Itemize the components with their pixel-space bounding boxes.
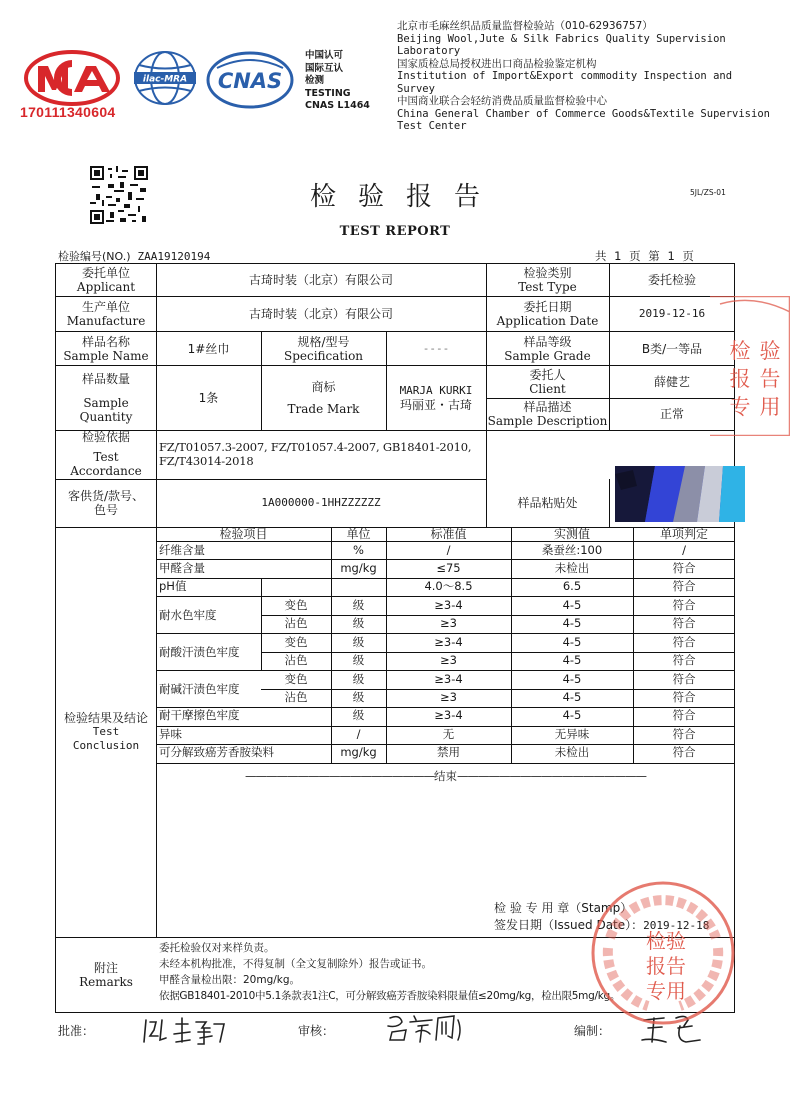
row-judgement: 符合 (672, 579, 696, 593)
row-item: 纤维含量 (159, 543, 205, 557)
header-measured: 实测值 (553, 527, 590, 541)
specification-value: ---- (422, 341, 450, 355)
svg-text:报: 报 (729, 367, 751, 391)
header-judgement: 单项判定 (659, 527, 708, 541)
sample-name-value: 1#丝巾 (187, 341, 230, 356)
round-inspection-stamp (588, 878, 738, 1028)
row-measured: 4-5 (562, 598, 582, 612)
row-measured: 4-5 (562, 672, 582, 686)
row-measured: 4-5 (562, 708, 582, 722)
test-type-label: 检验类别 Test Type (518, 266, 577, 294)
row-unit: 级 (352, 616, 365, 630)
applicant-value: 古琦时装（北京）有限公司 (248, 273, 393, 287)
row-subitem: 沾色 (284, 653, 308, 667)
trademark-value: MARJA KURKI 玛丽亚・古琦 (399, 384, 473, 412)
institution-info: 北京市毛麻丝织品质量监督检验站（010-62936757） Beijing Wool,Jute & Silk Fabrics Quality Supervision Laboratory 国家质检总局授权进出口商品检验鉴定机构 Institution of Import&Export commodity Inspection and Survey 中国商业联合会轻纺消费品质量监督检验中心 China General Chamber of Commerce Goods&Textile Supervision Test Center (397, 20, 770, 132)
row-standard: 4.0～8.5 (424, 579, 473, 593)
svg-text:专用: 专用 (646, 979, 686, 1003)
row-item: 耐水色牢度 (159, 607, 217, 622)
row-measured: 桑蚕丝:100 (541, 543, 603, 557)
row-subitem: 沾色 (284, 616, 308, 630)
approve-label: 批准： (58, 1024, 95, 1038)
cnas-logo (205, 50, 295, 110)
row-measured: 无异味 (554, 727, 590, 741)
test-accordance-label: 检验依据 Test Accordance (70, 430, 142, 478)
review-label: 审核： (298, 1024, 335, 1038)
svg-text:告: 告 (759, 367, 781, 391)
row-measured: 4-5 (562, 616, 582, 630)
row-standard: ≤75 (436, 561, 461, 575)
row-measured: 未检出 (554, 745, 590, 759)
row-standard: 无 (442, 727, 455, 741)
row-measured: 未检出 (554, 561, 590, 575)
application-date-value: 2019-12-16 (638, 307, 706, 320)
svg-text:ilac-MRA: ilac-MRA (142, 74, 188, 85)
row-unit: 级 (352, 690, 365, 704)
row-judgement: / (682, 543, 686, 557)
svg-text:用: 用 (759, 395, 781, 419)
approver-signature (140, 1014, 230, 1048)
remarks-label: 附注 Remarks (79, 961, 133, 989)
row-item: 异味 (159, 727, 182, 741)
remarks-text: 委托检验仅对来样负责。 未经本机构批准，不得复制（全文复制除外）报告或证书。 甲醛含量检出限：20mg/kg。 依据GB18401-2010中5.1条款表1注C，可分解致癌芳香胺染料限量值≤20mg/kg，检出限5mg/kg。 (159, 942, 621, 1002)
form-code: 5JL/ZS-01 (690, 188, 726, 197)
end-mark: ——————————————————结束—————————————————— (245, 769, 646, 783)
header-unit: 单位 (346, 527, 371, 541)
sample-quantity-label: 样品数量 Sample Quantity (79, 372, 133, 424)
row-item: 可分解致癌芳香胺染料 (159, 745, 274, 759)
svg-text:验: 验 (759, 339, 781, 363)
row-measured: 4-5 (562, 635, 582, 649)
client-label: 委托人 Client (529, 368, 566, 396)
row-standard: ≥3 (440, 653, 457, 667)
report-title-en: TEST REPORT (339, 224, 451, 239)
row-subitem: 变色 (284, 598, 308, 612)
svg-text:报告: 报告 (646, 954, 686, 978)
row-unit: mg/kg (340, 561, 377, 575)
application-date-label: 委托日期 Application Date (496, 300, 599, 328)
svg-text:检验: 检验 (646, 929, 686, 953)
side-inspection-stamp (700, 296, 790, 436)
row-judgement: 符合 (672, 745, 696, 759)
ilac-mra-logo (130, 48, 200, 108)
row-unit: 级 (352, 635, 365, 649)
row-unit: 级 (352, 708, 365, 722)
svg-text:专: 专 (729, 395, 751, 419)
row-judgement: 符合 (672, 598, 696, 612)
cma-logo (24, 50, 120, 106)
row-standard: ≥3 (440, 616, 457, 630)
row-item: 耐干摩擦色牢度 (159, 708, 240, 722)
row-unit: % (353, 543, 364, 557)
row-unit: 级 (352, 598, 365, 612)
header-item: 检验项目 (219, 527, 268, 541)
accreditation-text: 中国认可 国际互认 检测 TESTING CNAS L1464 (305, 50, 370, 111)
row-judgement: 符合 (672, 653, 696, 667)
client-value: 薛健艺 (653, 375, 690, 389)
trademark-label: 商标 Trade Mark (287, 380, 360, 416)
row-measured: 4-5 (562, 690, 582, 704)
row-item: 耐碱汗渍色牢度 (159, 681, 240, 696)
cma-number: 170111340604 (20, 104, 116, 120)
manufacture-value: 古琦时装（北京）有限公司 (248, 307, 393, 321)
row-item: pH值 (159, 579, 187, 593)
row-standard: 禁用 (437, 745, 460, 759)
test-conclusion-label: 检验结果及结论 Test Conclusion (63, 711, 148, 752)
reviewer-signature (380, 1010, 475, 1046)
row-item: 甲醛含量 (159, 561, 205, 575)
manufacture-label: 生产单位 Manufacture (66, 300, 146, 328)
style-number-value: 1A000000-1HHZZZZZZ (261, 496, 381, 509)
row-unit: 级 (352, 672, 365, 686)
row-measured: 4-5 (562, 653, 582, 667)
row-subitem: 变色 (284, 635, 308, 649)
specification-label: 规格/型号 Specification (283, 334, 364, 363)
row-standard: ≥3-4 (434, 708, 463, 722)
report-number: 检验编号(NO.) ZAA19120194 (58, 250, 211, 263)
row-unit: / (356, 727, 361, 741)
row-judgement: 符合 (672, 727, 696, 741)
sample-paste-label: 样品粘贴处 (517, 496, 578, 510)
applicant-label: 委托单位 Applicant (76, 266, 136, 294)
row-unit: mg/kg (340, 745, 377, 759)
page-count: 共 1 页 第 1 页 (595, 249, 694, 263)
sample-description-value: 正常 (659, 407, 684, 421)
sample-quantity-value: 1条 (198, 391, 219, 405)
style-number-label: 客供货/款号、 色号 (67, 489, 145, 517)
issued-date-label: 签发日期（Issued Date）：2019-12-18 (494, 918, 710, 932)
row-judgement: 符合 (672, 616, 696, 630)
row-measured: 6.5 (562, 579, 582, 593)
svg-text:CNAS: CNAS (217, 69, 283, 93)
row-item: 耐酸汗渍色牢度 (159, 644, 240, 659)
row-unit (331, 577, 386, 595)
sample-name-label: 样品名称 Sample Name (63, 334, 149, 363)
row-judgement: 符合 (672, 672, 696, 686)
svg-text:检: 检 (729, 339, 751, 363)
row-standard: ≥3-4 (434, 635, 463, 649)
test-accordance-value: FZ/T01057.3-2007, FZ/T01057.4-2007, GB18401-2010, FZ/T43014-2018 (159, 440, 472, 468)
stamp-label: 检 验 专 用 章（Stamp） (494, 901, 633, 915)
row-subitem: 变色 (284, 672, 308, 686)
row-judgement: 符合 (672, 708, 696, 722)
row-standard: ≥3-4 (434, 672, 463, 686)
sample-description-label: 样品描述 Sample Description (487, 400, 608, 428)
row-judgement: 符合 (672, 690, 696, 704)
row-subitem: 沾色 (284, 690, 308, 704)
header-standard: 标准值 (430, 527, 467, 541)
compile-label: 编制： (574, 1024, 611, 1038)
test-type-value: 委托检验 (647, 273, 696, 287)
row-standard: ≥3-4 (434, 598, 463, 612)
row-standard: / (446, 543, 451, 557)
row-standard: ≥3 (440, 690, 457, 704)
row-unit: 级 (352, 653, 365, 667)
sample-grade-value: B类/一等品 (641, 341, 703, 356)
report-title-cn: 检验报告 (309, 182, 502, 212)
fabric-swatch-image (615, 466, 745, 522)
row-judgement: 符合 (672, 561, 696, 575)
row-judgement: 符合 (672, 635, 696, 649)
sample-grade-label: 样品等级 Sample Grade (504, 334, 591, 363)
